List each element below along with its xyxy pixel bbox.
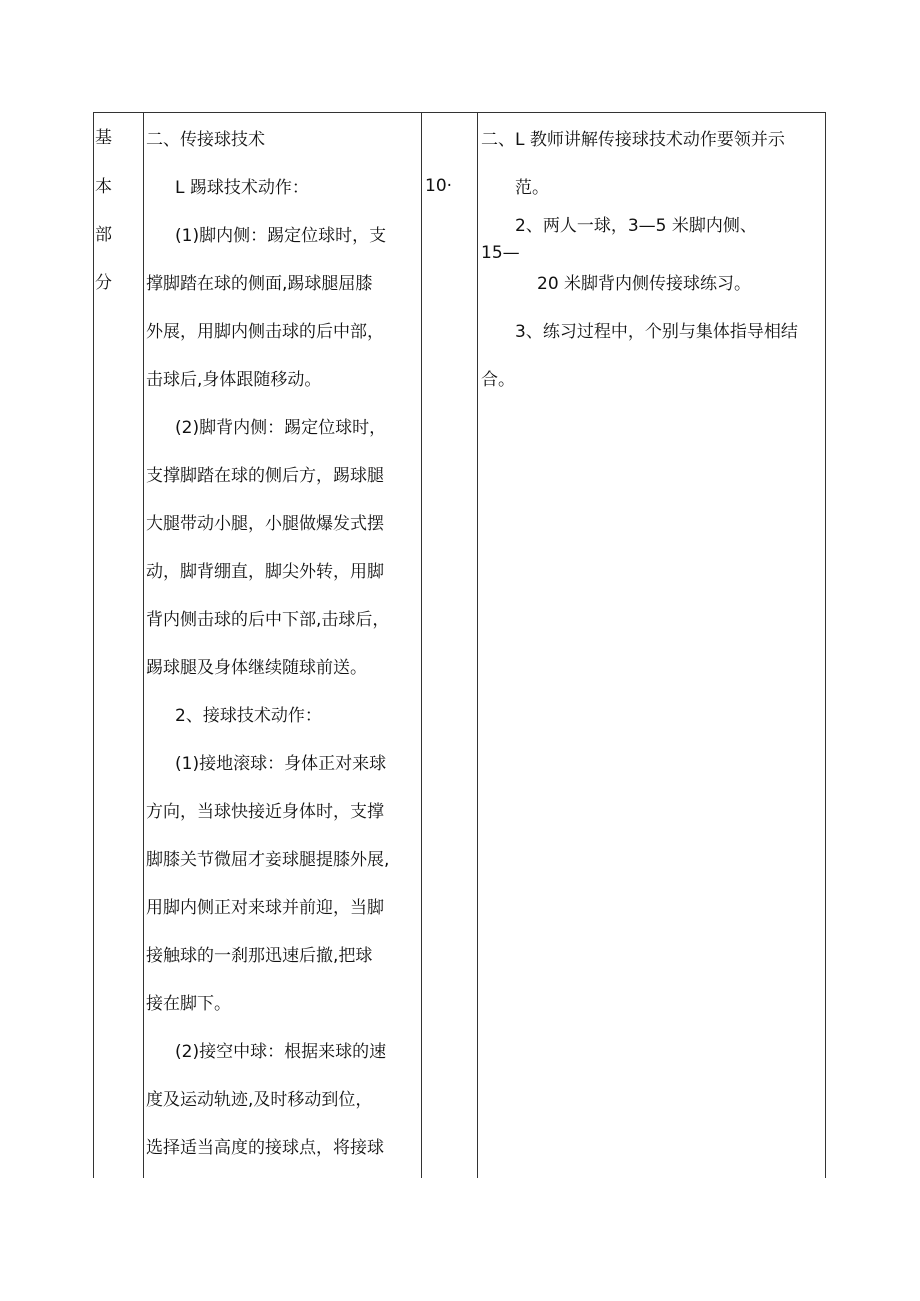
content-line: 方向，当球快接近身体时，支撑 <box>146 802 384 822</box>
content-heading: 二、传接球技术 <box>146 130 265 150</box>
time-value: 10· <box>425 176 453 196</box>
content-line: 踢球腿及身体继续随球前送。 <box>146 658 367 678</box>
method-line: 2、两人一球，3—5 米脚内侧、 <box>515 216 757 236</box>
column-divider-3 <box>477 112 478 1178</box>
content-line: (1)接地滚球：身体正对来球 <box>175 754 387 774</box>
content-subheading: L 踢球技术动作： <box>175 178 309 198</box>
content-subheading: 2、接球技术动作： <box>175 706 322 726</box>
content-line: 支撑脚踏在球的侧后方，踢球腿 <box>146 466 384 486</box>
content-line: 接触球的一刹那迅速后撤,把球 <box>146 946 373 966</box>
content-line: 度及运动轨迹,及时移动到位， <box>146 1090 373 1110</box>
content-line: 大腿带动小腿，小腿做爆发式摆 <box>146 514 384 534</box>
content-line: 击球后,身体跟随移动。 <box>146 370 322 390</box>
content-line: 用脚内侧正对来球并前迎，当脚 <box>146 898 384 918</box>
content-line: 背内侧击球的后中下部,击球后， <box>146 610 390 630</box>
table-left-border <box>93 112 94 1178</box>
method-line: 20 米脚背内侧传接球练习。 <box>537 274 752 294</box>
method-line: 二、L 教师讲解传接球技术动作要领并示 <box>481 130 785 150</box>
table-top-border <box>93 112 826 113</box>
content-line: 动，脚背绷直，脚尖外转，用脚 <box>146 562 384 582</box>
section-label-char: 基 <box>95 128 112 148</box>
content-line: (1)脚内侧：踢定位球时，支 <box>175 226 387 246</box>
content-line: 选择适当高度的接球点，将接球 <box>146 1138 384 1158</box>
method-line: 范。 <box>515 178 549 198</box>
method-line: 3、练习过程中，个别与集体指导相结 <box>515 322 798 342</box>
section-label-char: 分 <box>95 273 112 293</box>
content-line: 接在脚下。 <box>146 994 231 1014</box>
table-right-border <box>825 112 826 1178</box>
content-line: 撑脚踏在球的侧面,踢球腿屈膝 <box>146 274 373 294</box>
column-divider-1 <box>143 112 144 1178</box>
column-divider-2 <box>421 112 422 1178</box>
method-line: 合。 <box>481 370 515 390</box>
content-line: 外展，用脚内侧击球的后中部， <box>146 322 384 342</box>
method-line: 15— <box>481 243 520 263</box>
content-line: 脚膝关节微屈才妾球腿提膝外展, <box>146 850 390 870</box>
section-label-char: 部 <box>95 225 112 245</box>
section-label-char: 本 <box>95 177 112 197</box>
content-line: (2)脚背内侧：踢定位球时， <box>175 418 387 438</box>
content-line: (2)接空中球：根据来球的速 <box>175 1042 387 1062</box>
